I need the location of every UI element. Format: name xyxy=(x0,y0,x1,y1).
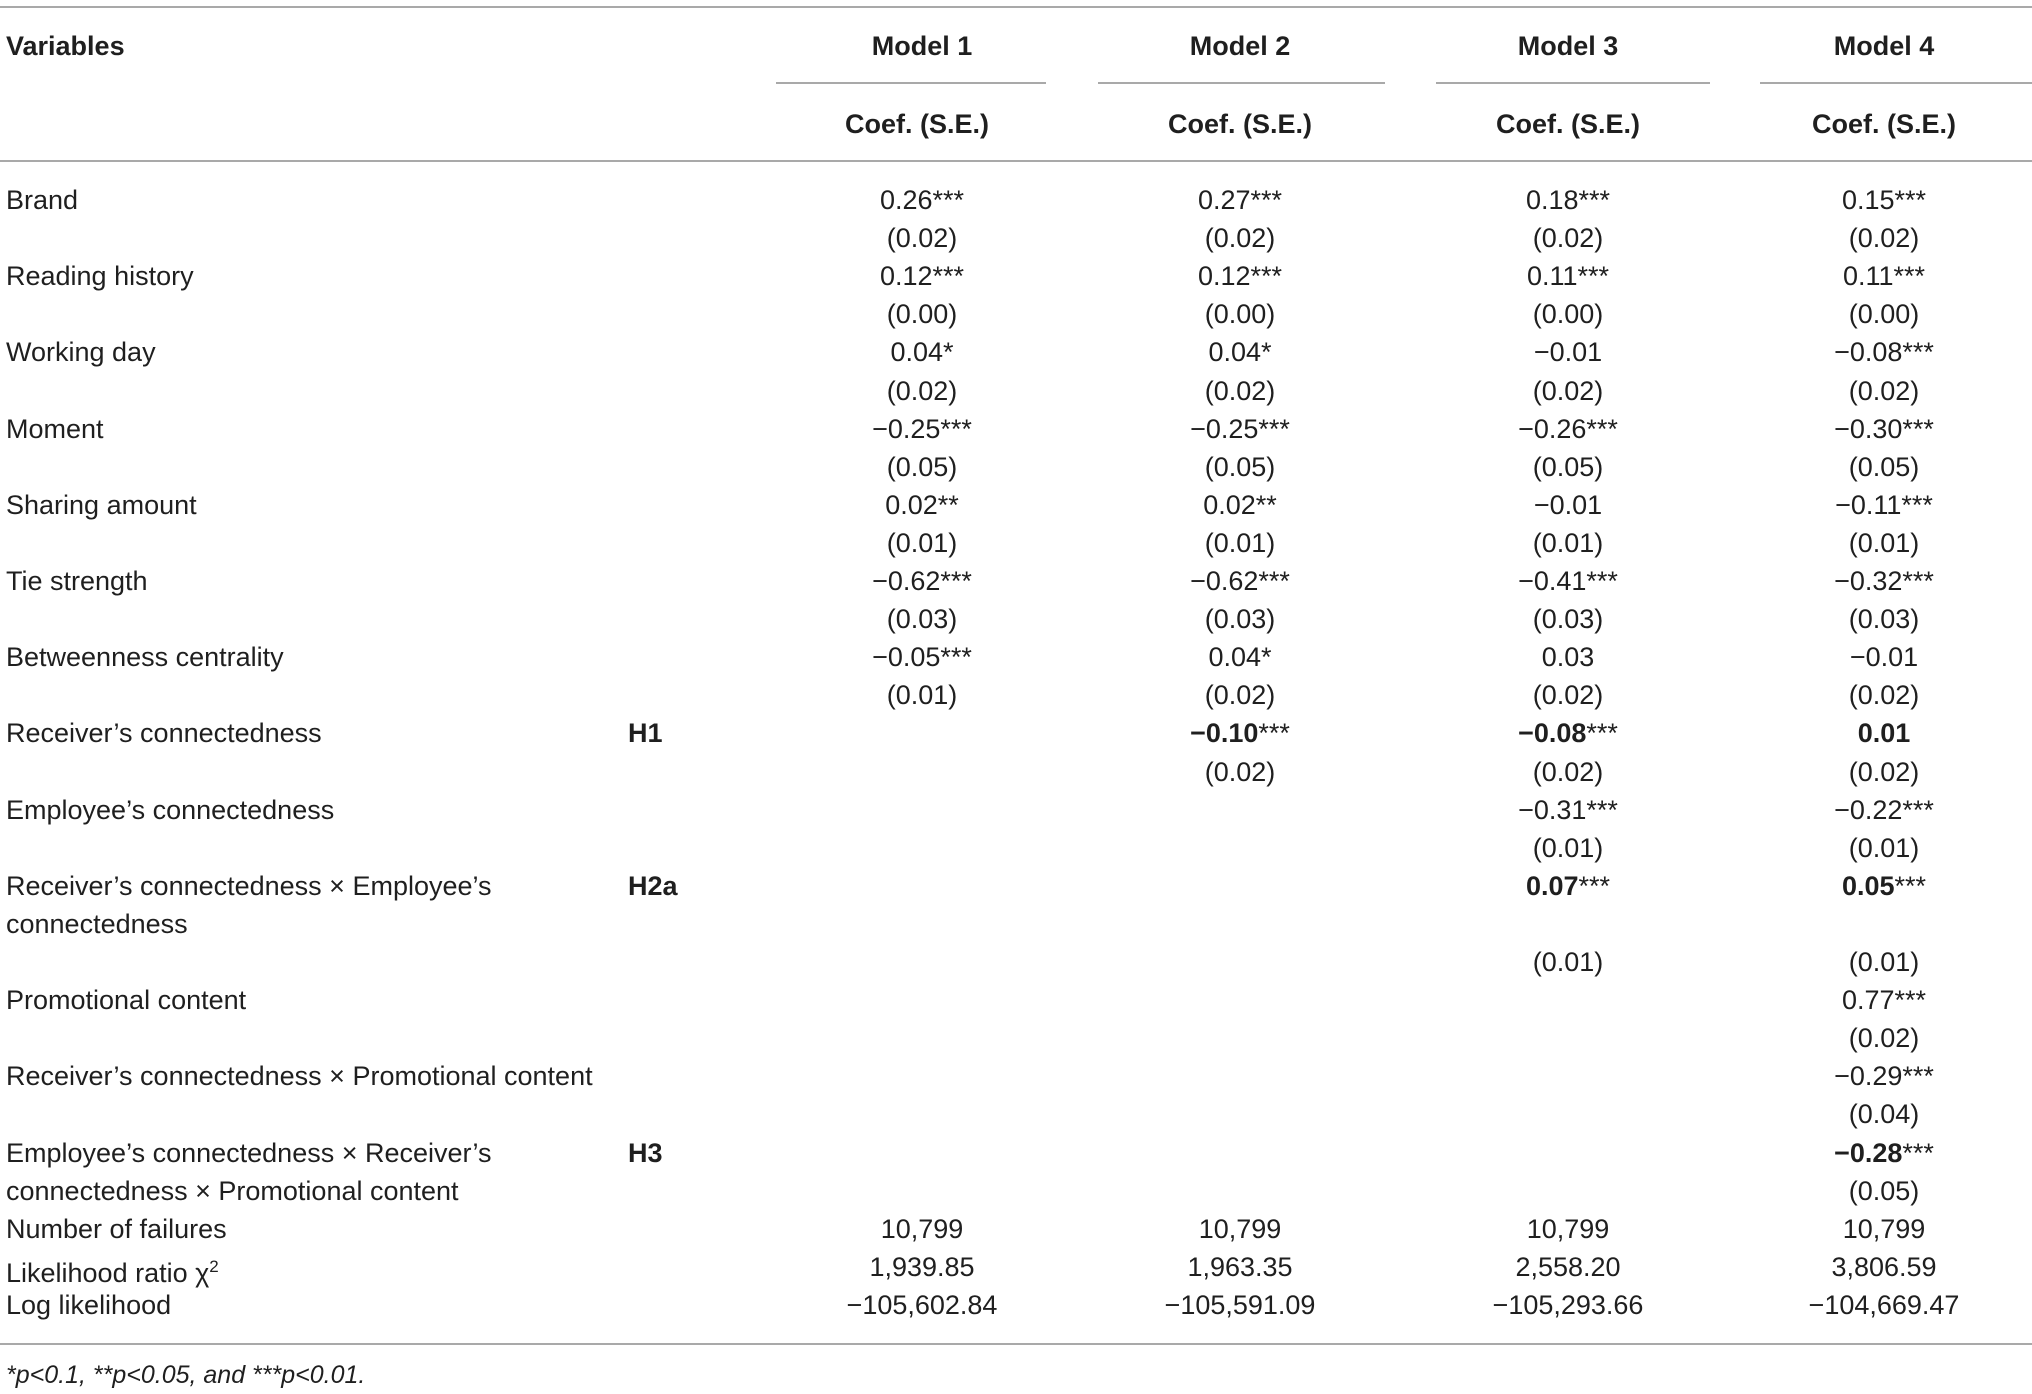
se-cell: (0.03) xyxy=(886,604,958,635)
header-rule xyxy=(0,160,2032,162)
coef-value: −0.62*** xyxy=(872,566,972,596)
coef-value: 0.02** xyxy=(885,489,959,520)
coef-value: −0.32*** xyxy=(1834,566,1934,596)
coef-bold-value: 0.01 xyxy=(1857,718,1911,749)
variables-header: Variables xyxy=(6,31,125,61)
model-3-underline xyxy=(1436,82,1710,84)
coef-cell xyxy=(1527,257,1609,295)
coef-cell xyxy=(1834,1134,1934,1172)
hypothesis-tag: H3 xyxy=(628,1137,663,1168)
se-cell: (0.02) xyxy=(886,375,958,406)
coef-value: −0.22*** xyxy=(1834,794,1934,825)
stat-label-text: Likelihood ratio χ xyxy=(6,1257,210,1288)
coef-value: −0.25*** xyxy=(1190,413,1290,444)
coef-value: 0.02** xyxy=(1203,489,1277,520)
coef-bold-value: 0.05 xyxy=(1841,870,1895,901)
coef-cell xyxy=(1534,333,1602,371)
stat-value: 1,963.35 xyxy=(1187,1251,1293,1282)
row-label: Receiver’s connectedness × Promotional content xyxy=(6,1061,593,1092)
stat-label xyxy=(6,1210,227,1248)
se-cell: (0.05) xyxy=(886,451,958,482)
coef-header-3: Coef. (S.E.) xyxy=(1495,109,1641,139)
model-2-header: Model 2 xyxy=(1189,31,1291,61)
coef-value: 0.04* xyxy=(890,337,954,368)
coef-value: −0.08*** xyxy=(1834,337,1934,368)
se-cell: (0.05) xyxy=(1204,451,1276,482)
coef-value: 0.04* xyxy=(1208,337,1272,368)
se-cell: (0.05) xyxy=(1848,451,1920,482)
stat-value: 1,939.85 xyxy=(869,1251,975,1282)
se-cell: (0.01) xyxy=(1848,527,1920,558)
se-cell: (0.01) xyxy=(1532,527,1604,558)
coef-value: 0.03 xyxy=(1541,642,1595,673)
coef-value: *** xyxy=(1586,718,1618,749)
coef-cell xyxy=(1534,486,1602,524)
coef-cell xyxy=(1190,562,1290,600)
row-label: Working day xyxy=(6,337,156,368)
se-cell: (0.02) xyxy=(886,223,958,254)
coef-bold-value: 0.07 xyxy=(1525,870,1579,901)
se-cell: (0.02) xyxy=(1848,756,1920,787)
se-cell: (0.03) xyxy=(1532,604,1604,635)
coef-value: −0.31*** xyxy=(1518,794,1618,825)
coef-value: −0.01 xyxy=(1533,489,1603,520)
se-cell: (0.05) xyxy=(1532,451,1604,482)
coef-cell xyxy=(1834,791,1934,829)
coef-value: 0.27*** xyxy=(1197,185,1283,215)
coef-cell xyxy=(1190,410,1290,448)
se-cell: (0.01) xyxy=(886,680,958,711)
hypothesis-tag: H2a xyxy=(628,870,678,901)
se-cell: (0.02) xyxy=(1204,680,1276,711)
row-label-continued: connectedness × Promotional content xyxy=(6,1175,459,1206)
se-cell: (0.02) xyxy=(1204,375,1276,406)
row-label: Reading history xyxy=(6,261,194,292)
coef-cell xyxy=(1850,638,1918,676)
coef-cell xyxy=(1518,410,1618,448)
se-cell: (0.02) xyxy=(1532,756,1604,787)
coef-cell xyxy=(1190,714,1290,752)
model-4-underline xyxy=(1760,82,2032,84)
se-cell: (0.02) xyxy=(1532,375,1604,406)
coef-header-1: Coef. (S.E.) xyxy=(844,109,990,139)
coef-cell xyxy=(1526,181,1610,219)
model-3-header: Model 3 xyxy=(1517,31,1619,61)
stat-value: −105,591.09 xyxy=(1164,1289,1316,1320)
model-1-header: Model 1 xyxy=(871,31,973,61)
se-cell: (0.04) xyxy=(1848,1099,1920,1130)
coef-value: *** xyxy=(1578,870,1611,901)
coef-cell xyxy=(1835,486,1933,524)
se-cell: (0.03) xyxy=(1848,604,1920,635)
coef-cell xyxy=(1843,257,1925,295)
coef-value: 0.04* xyxy=(1208,642,1272,673)
se-cell: (0.00) xyxy=(886,299,958,330)
row-label: Moment xyxy=(6,413,104,444)
row-label-continued: connectedness xyxy=(6,908,188,939)
coef-cell xyxy=(1842,981,1926,1019)
coef-cell xyxy=(890,333,953,371)
bottom-rule xyxy=(0,1343,2032,1345)
coef-value: 0.26*** xyxy=(879,185,965,215)
se-cell: (0.00) xyxy=(1532,299,1604,330)
coef-cell xyxy=(1518,791,1618,829)
coef-bold-value: −0.28 xyxy=(1834,1137,1903,1168)
coef-bold-value: −0.10 xyxy=(1190,718,1259,749)
se-cell: (0.02) xyxy=(1532,680,1604,711)
footnote: *p<0.1, **p<0.05, and ***p<0.01. xyxy=(6,1361,366,1389)
coef-cell xyxy=(1834,333,1934,371)
coef-cell xyxy=(1203,486,1277,524)
row-label: Receiver’s connectedness xyxy=(6,718,322,749)
se-cell: (0.02) xyxy=(1848,1023,1920,1054)
coef-cell xyxy=(1198,257,1282,295)
coef-value: −0.62*** xyxy=(1190,566,1290,596)
coef-value: 0.11*** xyxy=(1526,261,1610,292)
coef-cell xyxy=(1518,714,1618,752)
coef-value: −0.11*** xyxy=(1835,489,1933,520)
row-label: Brand xyxy=(6,185,79,215)
stat-value: −104,669.47 xyxy=(1808,1289,1960,1320)
stat-value: 3,806.59 xyxy=(1831,1251,1937,1282)
hypothesis-tag: H1 xyxy=(628,718,663,749)
stat-value: 2,558.20 xyxy=(1515,1251,1621,1282)
se-cell: (0.03) xyxy=(1204,604,1276,635)
se-cell: (0.02) xyxy=(1848,223,1920,254)
stat-value: 10,799 xyxy=(1526,1213,1610,1244)
coef-value: −0.26*** xyxy=(1518,413,1618,444)
coef-value: 0.11*** xyxy=(1842,261,1926,292)
row-label: Employee’s connectedness xyxy=(6,794,335,825)
se-cell: (0.01) xyxy=(1848,947,1920,977)
coef-cell xyxy=(1842,181,1926,219)
se-cell: (0.00) xyxy=(1204,299,1276,330)
coef-value: −0.25*** xyxy=(872,413,972,444)
coef-cell xyxy=(1198,181,1282,219)
coef-cell xyxy=(885,486,959,524)
coef-value: −0.05*** xyxy=(872,642,972,673)
se-cell: (0.05) xyxy=(1848,1175,1920,1206)
coef-cell xyxy=(872,562,972,600)
row-label: Sharing amount xyxy=(6,489,197,520)
row-label: Tie strength xyxy=(6,566,148,596)
stat-label-superscript: 2 xyxy=(209,1256,219,1276)
model-4-header: Model 4 xyxy=(1833,31,1935,61)
coef-cell xyxy=(1526,867,1610,905)
coef-cell xyxy=(1542,638,1595,676)
coef-header-2: Coef. (S.E.) xyxy=(1167,109,1313,139)
coef-cell xyxy=(880,181,964,219)
stat-label-text: Log likelihood xyxy=(6,1289,172,1320)
coef-bold-value: −0.08 xyxy=(1518,718,1587,749)
coef-cell xyxy=(872,410,972,448)
se-cell: (0.01) xyxy=(1532,832,1604,863)
coef-cell xyxy=(1208,638,1271,676)
model-1-underline xyxy=(776,82,1046,84)
coef-cell xyxy=(872,638,972,676)
coef-value: *** xyxy=(1902,1137,1934,1168)
stat-value: 10,799 xyxy=(1842,1213,1926,1244)
row-label: Promotional content xyxy=(6,985,247,1016)
coef-cell xyxy=(1858,714,1911,752)
coef-value: −0.29*** xyxy=(1834,1061,1934,1092)
coef-value: 0.12*** xyxy=(1197,261,1283,292)
se-cell: (0.01) xyxy=(1532,947,1604,977)
stat-value: 10,799 xyxy=(1198,1213,1282,1244)
stat-value: −105,602.84 xyxy=(846,1289,998,1320)
row-label: Receiver’s connectedness × Employee’s xyxy=(6,870,492,901)
stat-value: 10,799 xyxy=(880,1213,964,1244)
coef-cell xyxy=(1518,562,1618,600)
stat-label xyxy=(6,1286,171,1324)
coef-header-4: Coef. (S.E.) xyxy=(1811,109,1957,139)
se-cell: (0.02) xyxy=(1532,223,1604,254)
se-cell: (0.01) xyxy=(886,527,958,558)
coef-cell xyxy=(880,257,964,295)
coef-value: 0.15*** xyxy=(1841,185,1927,215)
coef-value: −0.01 xyxy=(1849,642,1919,673)
se-cell: (0.00) xyxy=(1848,299,1920,330)
coef-cell xyxy=(1834,410,1934,448)
coef-value: −0.41*** xyxy=(1518,566,1618,596)
se-cell: (0.02) xyxy=(1848,375,1920,406)
top-rule xyxy=(0,6,2032,8)
coef-cell xyxy=(1834,562,1934,600)
coef-value: *** xyxy=(1258,718,1290,749)
stat-label-text: Number of failures xyxy=(6,1213,227,1244)
model-2-underline xyxy=(1098,82,1385,84)
se-cell: (0.02) xyxy=(1204,223,1276,254)
coef-value: −0.30*** xyxy=(1834,413,1934,444)
row-label: Employee’s connectedness × Receiver’s xyxy=(6,1137,492,1168)
coef-value: 0.18*** xyxy=(1525,185,1611,215)
coef-cell xyxy=(1834,1057,1934,1095)
se-cell: (0.01) xyxy=(1204,527,1276,558)
se-cell: (0.02) xyxy=(1204,756,1276,787)
coef-cell xyxy=(1842,867,1926,905)
stat-value: −105,293.66 xyxy=(1492,1289,1644,1320)
se-cell: (0.02) xyxy=(1848,680,1920,711)
se-cell: (0.01) xyxy=(1848,832,1920,863)
row-label: Betweenness centrality xyxy=(6,642,284,673)
coef-value: *** xyxy=(1894,870,1927,901)
coef-value: 0.77*** xyxy=(1841,985,1927,1016)
coef-cell xyxy=(1208,333,1271,371)
coef-value: −0.01 xyxy=(1533,337,1603,368)
coef-value: 0.12*** xyxy=(879,261,965,292)
